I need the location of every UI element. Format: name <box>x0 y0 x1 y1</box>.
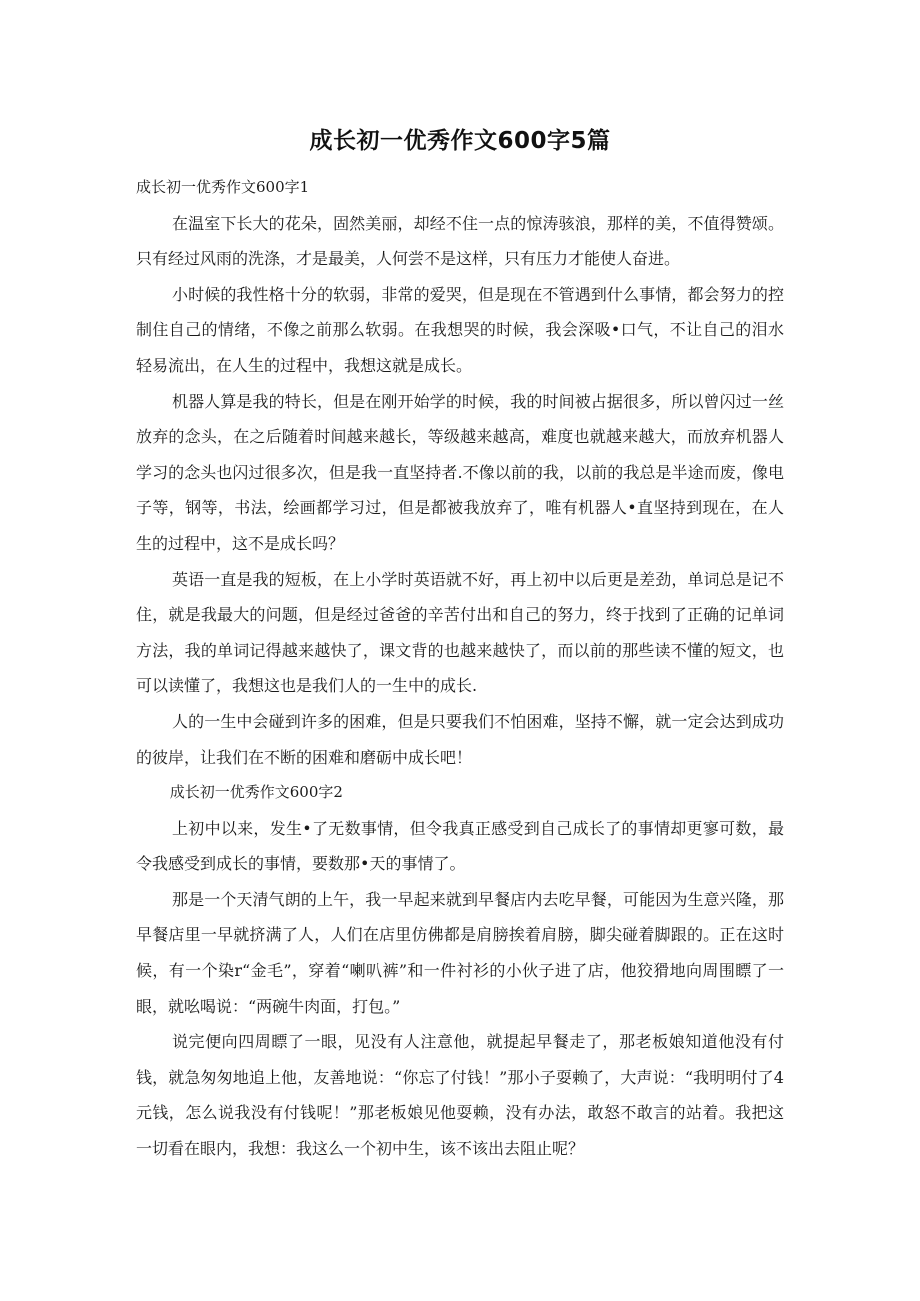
section-heading-1: 成长初一优秀作文600字1 <box>136 178 310 196</box>
document-body <box>136 170 784 1167</box>
section-heading-2: 成长初一优秀作文600字2 <box>169 783 343 802</box>
paragraph: 人的一生中会碰到许多的困难，但是只要我们不怕困难，坚持不懈，就一定会达到成功的彼岸，让我们在不断的困难和磨砺中成长吧！ <box>136 711 784 767</box>
document-title: 成长初一优秀作文600字5篇 <box>309 128 611 154</box>
paragraph: 英语一直是我的短板，在上小学时英语就不好，再上初中以后更是差劲，单词总是记不住，就是我最大的问题，但是经过爸爸的辛苦付出和自己的努力，终于找到了正确的记单词方法，我的单词记得越来越快了，课文背的也越来越快了，而以前的那些读不懂的短文，也可以读懂了，我想这也是我们人的一生中的成长. <box>136 569 784 696</box>
paragraph: 说完便向四周瞟了一眼，见没有人注意他，就提起早餐走了，那老板娘知道他没有付钱，就急匆匆地追上他，友善地说：“你忘了付钱！”那小子耍赖了，大声说：“我明明付了4元钱，怎么说我没有付钱呢！”那老板娘见他耍赖，没有办法，敢怒不敢言的站着。我把这一切看在眼内，我想：我这么一个初中生，该不该出去阻止呢？ <box>136 1032 784 1159</box>
paragraph: 上初中以来，发生•了无数事情，但令我真正感受到自己成长了的事情却更寥可数，最令我感受到成长的事情，要数那•天的事情了。 <box>136 818 784 874</box>
paragraph: 在温室下长大的花朵，固然美丽，却经不住一点的惊涛骇浪，那样的美，不值得赞颂。只有经过风雨的洗涤，才是最美，人何尝不是这样，只有压力才能使人奋进。 <box>136 213 784 269</box>
paragraph: 那是一个天清气朗的上午，我一早起来就到早餐店内去吃早餐，可能因为生意兴隆，那早餐店里一早就挤满了人，人们在店里仿佛都是肩膀挨着肩膀，脚尖碰着脚跟的。正在这时候，有一个染r“金毛”，穿着“喇叭裤”和一件衬衫的小伙子进了店，他狡猾地向周围瞟了一眼，就吆喝说：“两碗牛肉面，打包。” <box>136 889 784 1016</box>
paragraph: 机器人算是我的特长，但是在刚开始学的时候，我的时间被占据很多，所以曾闪过一丝放弃的念头，在之后随着时间越来越长，等级越来越高，难度也就越来越大，而放弃机器人学习的念头也闪过很多次，但是我一直坚持者.不像以前的我，以前的我总是半途而废，像电子等，钢等，书法，绘画都学习过，但是都被我放弃了，唯有机器人•直坚持到现在，在人生的过程中，这不是成长吗？ <box>136 391 784 553</box>
paragraph: 小时候的我性格十分的软弱，非常的爱哭，但是现在不管遇到什么事情，都会努力的控制住自己的情绪，不像之前那么软弱。在我想哭的时候，我会深吸•口气，不让自己的泪水轻易流出，在人生的过程中，我想这就是成长。 <box>136 284 784 375</box>
